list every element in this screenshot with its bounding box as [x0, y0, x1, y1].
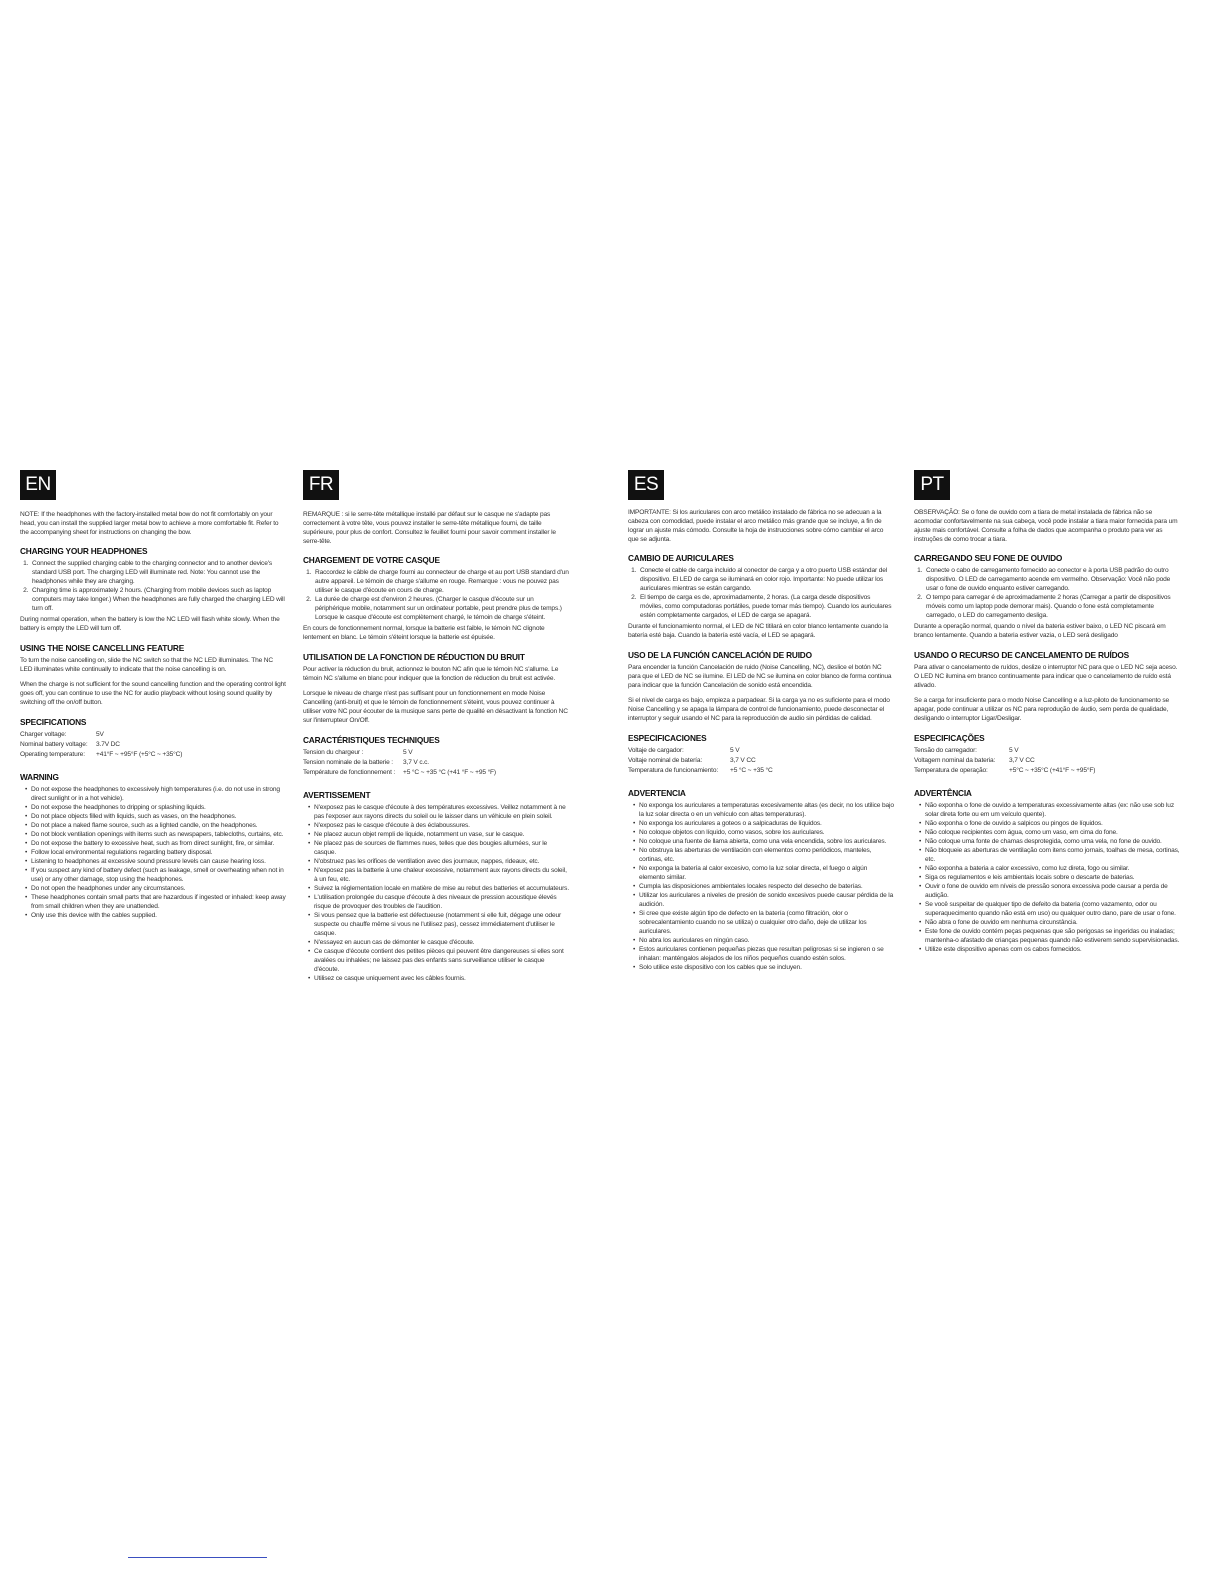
charging-steps-list — [20, 559, 286, 613]
warning-list — [628, 801, 894, 972]
warning-item: • Não coloque uma fonte de chamas desprotegida, como uma vela, no fone de ouvido. — [925, 837, 1180, 846]
warning-item: • Estos auriculares contienen pequeñas piezas que resultan peligrosas si se ingieren o se inhalan: manténgalos alejados de los niños pequeños cuando estén solos. — [639, 945, 894, 963]
spec-value: 3.7V DC — [96, 741, 120, 748]
warning-item: • Este fone de ouvido contém peças pequenas que são perigosas se ingeridas ou inaladas; mantenha-o afastado de crianças pequenas quando não estiverem sendo supervisionadas. — [925, 927, 1180, 945]
spec-label: Voltaje de cargador: — [628, 747, 684, 754]
charging-section — [628, 553, 894, 640]
noise-cancelling-section — [20, 643, 286, 707]
warning-item: • N'exposez pas le casque d'écoute à des températures excessives. Veillez notamment à ne pas l'exposer aux rayons directs du soleil ou le laisser dans un véhicule en plein soleil. — [314, 803, 569, 821]
language-badge: FR — [303, 470, 339, 500]
specifications-heading: ESPECIFICAÇÕES — [914, 733, 985, 743]
warning-item: • These headphones contain small parts that are hazardous if ingested or inhaled: keep away from small children when they are unattended. — [31, 893, 286, 911]
noise-cancelling-section — [628, 650, 894, 723]
language-badge: EN — [20, 470, 56, 500]
spec-row — [914, 756, 1180, 766]
warning-section — [303, 790, 569, 983]
warning-item: • Utilisez ce casque uniquement avec les câbles fournis. — [314, 974, 569, 983]
charging-note: Durante a operação normal, quando o nível da bateria estiver baixo, o LED NC piscará em branco lentamente. Quando a bateria estiver vazia, o LED será desligado — [914, 623, 1166, 639]
warning-item: • N'exposez pas le casque d'écoute à des éclaboussures. — [314, 821, 569, 830]
charging-step: 2. Charging time is approximately 2 hours. (Charging from mobile devices such as laptop computers may take longer.) When the headphones are fully charged the charging LED will turn off. — [30, 586, 286, 613]
charging-heading: CARREGANDO SEU FONE DE OUVIDO — [914, 553, 1063, 563]
noise-cancelling-low-charge-text: When the charge is not sufficient for the sound cancelling function and the operating control light goes off, you can continue to use the NC for audio playback without losing sound quality by switching off the on/off button. — [20, 681, 286, 706]
noise-cancelling-low-charge-text: Lorsque le niveau de charge n'est pas suffisant pour un fonctionnement en mode Noise Cancelling (anti-bruit) et que le témoin de fonctionnement s'éteint, vous pouvez continuer à utiliser votre NC pour écouter de la musique sans perte de qualité en désactivant la fonction NC sur l'interrupteur On/Off. — [303, 690, 568, 724]
warning-item: • Do not expose the headphones to excessively high temperatures (i.e. do not use in strong direct sunlight or in a hot vehicle). — [31, 785, 286, 803]
bow-note: REMARQUE : si le serre-tête métallique installé par défaut sur le casque ne s'adapte pas correctement à votre tête, vous pouvez installer le serre-tête métallique fourni, de taille supérieure, pour plus de confort. Consultez le feuillet fourni pour savoir comment installer le serre-tête. — [303, 511, 556, 545]
charging-heading: CAMBIO DE AURICULARES — [628, 553, 734, 563]
spec-row — [20, 730, 286, 740]
noise-cancelling-text: To turn the noise cancelling on, slide the NC switch so that the NC LED illuminates. The NC LED illuminates white continually to indicate that the noise cancelling is on. — [20, 657, 274, 673]
spec-label: Nominal battery voltage: — [20, 741, 88, 748]
warning-item: • Do not place a naked flame source, such as a lighted candle, on the headphones. — [31, 821, 286, 830]
warning-item: • Si cree que existe algún tipo de defecto en la batería (como filtración, olor o sobrecalentamiento cuando no se utiliza) o cualquier otro daño, deje de utilizar los auriculares. — [639, 909, 894, 936]
spec-value: 5 V — [1009, 747, 1019, 754]
bow-note: IMPORTANTE: Si los auriculares con arco metálico instalado de fábrica no se adecuan a la cabeza con comodidad, puede instalar el arco metálico más grande que se incluye, a fin de lograr un ajuste más cómodo. Consulte la hoja de instrucciones sobre cómo cambiar el arco que se adjunta. — [628, 509, 884, 543]
warning-item: • Não coloque recipientes com água, como um vaso, em cima do fone. — [925, 828, 1180, 837]
spec-value: 5 V — [403, 749, 413, 756]
warning-item: • Ce casque d'écoute contient des petites pièces qui peuvent être dangereuses si elles sont avalées ou inhalées; ne laissez pas des enfants sans surveillance utiliser le casque d'écoute. — [314, 947, 569, 974]
charging-section — [914, 553, 1180, 640]
noise-cancelling-heading: USANDO O RECURSO DE CANCELAMENTO DE RUÍDOS — [914, 650, 1130, 660]
warning-item: • N'essayez en aucun cas de démonter le casque d'écoute. — [314, 938, 569, 947]
language-badge: PT — [914, 470, 950, 500]
charging-note: En cours de fonctionnement normal, lorsque la batterie est faible, le témoin NC clignote lentement en blanc. Le témoin s'éteint lorsque la batterie est épuisée. — [303, 625, 545, 641]
warning-item: • Não exponha o fone de ouvido a salpicos ou pingos de líquidos. — [925, 819, 1180, 828]
charging-step: 2. O tempo para carregar é de aproximadamente 2 horas (Carregar a partir de dispositivos móveis como um laptop pode demorar mais). Quando o fone está completamente carregado, o LED do carregamento desliga. — [924, 593, 1180, 620]
warning-item: • Suivez la réglementation locale en matière de mise au rebut des batteries et accumulateurs. — [314, 884, 569, 893]
warning-item: • No coloque una fuente de llama abierta, como una vela encendida, sobre los auriculares. — [639, 837, 894, 846]
warning-item: • Não bloqueie as aberturas de ventilação com itens como jornais, toalhas de mesa, cortinas, etc. — [925, 846, 1180, 864]
noise-cancelling-section — [303, 652, 569, 725]
spec-value: 5V — [96, 731, 104, 738]
spec-value: 3,7 V CC — [730, 757, 756, 764]
charging-note: Durante el funcionamiento normal, el LED de NC titilará en color blanco lentamente cuando la batería esté baja. Cuando la batería esté vacía, el LED se apagará. — [628, 623, 888, 639]
language-badge: ES — [628, 470, 664, 500]
charging-section — [20, 546, 286, 633]
spec-row — [914, 746, 1180, 756]
warning-item: • Não abra o fone de ouvido em nenhuma circunstância. — [925, 918, 1180, 927]
warning-item: • Cumpla las disposiciones ambientales locales respecto del desecho de baterías. — [639, 882, 894, 891]
spec-value: +5 °C ~ +35 °C — [730, 767, 773, 774]
charging-step: 1. Raccordez le câble de charge fourni au connecteur de charge et au port USB standard d'un autre appareil. Le témoin de charge s'allume en rouge. Remarque : vous ne pouvez pas utiliser le casque d'écoute en cours de charge. — [313, 568, 569, 595]
warning-item: • Follow local environmental regulations regarding battery disposal. — [31, 848, 286, 857]
spec-row — [628, 746, 894, 756]
bow-note: OBSERVAÇÃO: Se o fone de ouvido com a tiara de metal instalada de fábrica não se acomodar confortavelmente na sua cabeça, você pode instalar a tiara maior fornecida para um ajuste mais confortável. Consulte a folha de dados que acompanha o produto para ver as instruções de como trocar a tiara. — [914, 509, 1178, 543]
warning-item: • No exponga los auriculares a temperaturas excesivamente altas (es decir, no los utilice bajo la luz solar directa o en un vehículo con altas temperaturas). — [639, 801, 894, 819]
warning-item: • No abra los auriculares en ningún caso. — [639, 936, 894, 945]
charging-step: 1. Connect the supplied charging cable to the charging connector and to another device's standard USB port. The charging LED will illuminate red. Note: You cannot use the headphones while they are charging. — [30, 559, 286, 586]
warning-item: • Ne placez pas de sources de flammes nues, telles que des bougies allumées, sur le casque. — [314, 839, 569, 857]
warning-section — [20, 772, 286, 920]
spec-label: Tensão do carregador: — [914, 747, 977, 754]
charging-step: 1. Conecte o cabo de carregamento fornecido ao conector e à porta USB padrão do outro dispositivo. O LED de carregamento acende em vermelho. Observação: Você não pode usar o fone de ouvido enquanto estiver carregando. — [924, 566, 1180, 593]
column-fr — [303, 470, 569, 993]
charging-note: During normal operation, when the battery is low the NC LED will flash white slowly. When the battery is empty the LED will turn off. — [20, 616, 280, 632]
warning-item: • Utilize este dispositivo apenas com os cabos fornecidos. — [925, 945, 1180, 954]
spec-row — [303, 768, 569, 778]
divider-line — [128, 1557, 267, 1558]
warning-list — [303, 803, 569, 983]
spec-label: Température de fonctionnement : — [303, 769, 396, 776]
warning-heading: WARNING — [20, 772, 59, 782]
specifications-section — [20, 717, 286, 760]
noise-cancelling-text: Para ativar o cancelamento de ruídos, deslize o interruptor NC para que o LED NC seja aceso. O LED NC ilumina em branco continuamente para indicar que o cancelamento de ruído está ativado. — [914, 664, 1178, 689]
warning-item: • Listening to headphones at excessive sound pressure levels can cause hearing loss. — [31, 857, 286, 866]
column-pt — [914, 470, 1180, 964]
warning-item: • Siga os regulamentos e leis ambientais locais sobre o descarte de baterias. — [925, 873, 1180, 882]
specifications-section — [628, 733, 894, 776]
noise-cancelling-text: Pour activer la réduction du bruit, actionnez le bouton NC afin que le témoin NC s'allume. Le témoin NC s'allume en blanc pour indiquer que la fonction de réduction du bruit est activée. — [303, 666, 559, 682]
spec-label: Temperatura de funcionamiento: — [628, 767, 719, 774]
warning-section — [914, 788, 1180, 954]
spec-value: +5°C ~ +35°C (+41°F ~ +95°F) — [1009, 767, 1096, 774]
warning-item: • Do not block ventilation openings with items such as newspapers, tablecloths, curtains, etc. — [31, 830, 286, 839]
warning-item: • Do not expose the battery to excessive heat, such as from direct sunlight, fire, or similar. — [31, 839, 286, 848]
warning-item: • Solo utilice este dispositivo con los cables que se incluyen. — [639, 963, 894, 972]
charging-steps-list — [628, 566, 894, 620]
specifications-section — [303, 735, 569, 778]
noise-cancelling-section — [914, 650, 1180, 723]
warning-item: • Only use this device with the cables supplied. — [31, 911, 286, 920]
charging-step: 2. La durée de charge est d'environ 2 heures. (Charger le casque d'écoute sur un périphérique mobile, notamment sur un ordinateur portable, peut prendre plus de temps.) Lorsque le casque d'écoute est complètement chargé, le témoin de charge s'éteint. — [313, 595, 569, 622]
specifications-heading: ESPECIFICACIONES — [628, 733, 707, 743]
warning-item: • Do not expose the headphones to dripping or splashing liquids. — [31, 803, 286, 812]
warning-item: • No obstruya las aberturas de ventilación con elementos como periódicos, manteles, cortinas, etc. — [639, 846, 894, 864]
spec-label: Tension du chargeur : — [303, 749, 364, 756]
charging-step: 1. Conecte el cable de carga incluido al conector de carga y a otro puerto USB estándar del dispositivo. El LED de carga se iluminará en color rojo. Importante: No puede utilizar los auriculares mientras se están cargando. — [638, 566, 894, 593]
warning-item: • Do not open the headphones under any circumstances. — [31, 884, 286, 893]
spec-label: Voltaje nominal de batería: — [628, 757, 703, 764]
warning-list — [914, 801, 1180, 954]
warning-item: • Ouvir o fone de ouvido em níveis de pressão sonora excessiva pode causar a perda de audição. — [925, 882, 1180, 900]
spec-row — [628, 766, 894, 776]
warning-item: • Ne placez aucun objet rempli de liquide, notamment un vase, sur le casque. — [314, 830, 569, 839]
spec-value: 3,7 V CC — [1009, 757, 1035, 764]
warning-item: • N'obstruez pas les orifices de ventilation avec des journaux, nappes, rideaux, etc. — [314, 857, 569, 866]
spec-row — [20, 740, 286, 750]
noise-cancelling-text: Para encender la función Cancelación de ruido (Noise Cancelling, NC), deslice el botón NC para que el LED de NC se ilumine. El LED de NC se ilumina en color blanco de forma continua para indicar que la función Cancelación de sonido está encendida. — [628, 664, 892, 689]
spec-label: Operating temperature: — [20, 751, 85, 758]
specifications-heading: SPECIFICATIONS — [20, 717, 87, 727]
warning-item: • No exponga los auriculares a goteos o a salpicaduras de líquidos. — [639, 819, 894, 828]
warning-item: • No exponga la batería al calor excesivo, como la luz solar directa, el fuego o algún elemento similar. — [639, 864, 894, 882]
warning-item: • If you suspect any kind of battery defect (such as leakage, smell or overheating when not in use) or any other damage, stop using the headphones. — [31, 866, 286, 884]
warning-item: • Não exponha o fone de ouvido a temperaturas excessivamente altas (ex: não use sob luz solar direta forte ou em um veículo quente). — [925, 801, 1180, 819]
warning-item: • Se você suspeitar de qualquer tipo de defeito da bateria (como vazamento, odor ou superaquecimento quando não está em uso) ou qualquer outro dano, pare de usar o fone. — [925, 900, 1180, 918]
warning-list — [20, 785, 286, 920]
spec-value: +41°F ~ +95°F (+5°C ~ +35°C) — [96, 751, 183, 758]
warning-item: • Utilizar los auriculares a niveles de presión de sonido excesivos puede causar pérdida de la audición. — [639, 891, 894, 909]
noise-cancelling-heading: USING THE NOISE CANCELLING FEATURE — [20, 643, 185, 653]
column-es — [628, 470, 894, 982]
spec-row — [914, 766, 1180, 776]
charging-steps-list — [303, 568, 569, 622]
spec-row — [20, 750, 286, 760]
charging-section — [303, 555, 569, 642]
warning-item: • N'exposez pas la batterie à une chaleur excessive, notamment aux rayons directs du soleil, à un feu, etc. — [314, 866, 569, 884]
spec-label: Temperatura de operação: — [914, 767, 988, 774]
spec-label: Voltagem nominal da bateria: — [914, 757, 996, 764]
spec-value: 3,7 V c.c. — [403, 759, 429, 766]
warning-section — [628, 788, 894, 972]
warning-item: • Do not place objects filled with liquids, such as vases, on the headphones. — [31, 812, 286, 821]
specifications-heading: CARACTÉRISTIQUES TECHNIQUES — [303, 735, 440, 745]
spec-label: Charger voltage: — [20, 731, 67, 738]
warning-item: • No coloque objetos con líquido, como vasos, sobre los auriculares. — [639, 828, 894, 837]
specifications-section — [914, 733, 1180, 776]
noise-cancelling-low-charge-text: Si el nivel de carga es bajo, empieza a parpadear. Si la carga ya no es suficiente para el modo Noise Cancelling y se apaga la lámpara de control de funcionamiento, puede desconectar el interruptor y seguir usando el NC para la reproducción de audio sin pérdidas de calidad. — [628, 697, 890, 722]
noise-cancelling-heading: UTILISATION DE LA FONCTION DE RÉDUCTION DU BRUIT — [303, 652, 525, 662]
noise-cancelling-low-charge-text: Se a carga for insuficiente para o modo Noise Cancelling e a luz-piloto de funcionamento se apagar, pode continuar a utilizar os NC para reprodução de áudio, sem perda de qualidade, desligando o interruptor Ligar/Desligar. — [914, 697, 1170, 722]
charging-heading: CHARGING YOUR HEADPHONES — [20, 546, 148, 556]
warning-heading: ADVERTENCIA — [628, 788, 686, 798]
warning-item: • Não exponha a bateria a calor excessivo, como luz direta, fogo ou similar. — [925, 864, 1180, 873]
spec-value: 5 V — [730, 747, 740, 754]
spec-row — [303, 748, 569, 758]
charging-heading: CHARGEMENT DE VOTRE CASQUE — [303, 555, 440, 565]
bow-note: NOTE: If the headphones with the factory-installed metal bow do not fit comfortably on your head, you can install the supplied larger metal bow to achieve a more comfortable fit. Refer to the accompanying sheet for instructions on changing the bow. — [20, 511, 279, 536]
warning-heading: ADVERTÊNCIA — [914, 788, 972, 798]
spec-value: +5 °C ~ +35 °C (+41 °F ~ +95 °F) — [403, 769, 496, 776]
spec-row — [628, 756, 894, 766]
warning-heading: AVERTISSEMENT — [303, 790, 371, 800]
charging-step: 2. El tiempo de carga es de, aproximadamente, 2 horas. (La carga desde dispositivos móviles, como computadoras portátiles, puede tomar más tiempo). Cuando los auriculares estén completamente cargados, el LED de carga se apagará. — [638, 593, 894, 620]
noise-cancelling-heading: USO DE LA FUNCIÓN CANCELACIÓN DE RUIDO — [628, 650, 812, 660]
warning-item: • L'utilisation prolongée du casque d'écoute à des niveaux de pression acoustique élevés risque de provoquer des troubles de l'audition. — [314, 893, 569, 911]
warning-item: • Si vous pensez que la batterie est défectueuse (notamment si elle fuit, dégage une odeur suspecte ou chauffe même si vous ne l'utilisez pas), cessez immédiatement d'utiliser le casque. — [314, 911, 569, 938]
spec-row — [303, 758, 569, 768]
spec-label: Tension nominale de la batterie : — [303, 759, 393, 766]
charging-steps-list — [914, 566, 1180, 620]
column-en — [20, 470, 286, 930]
